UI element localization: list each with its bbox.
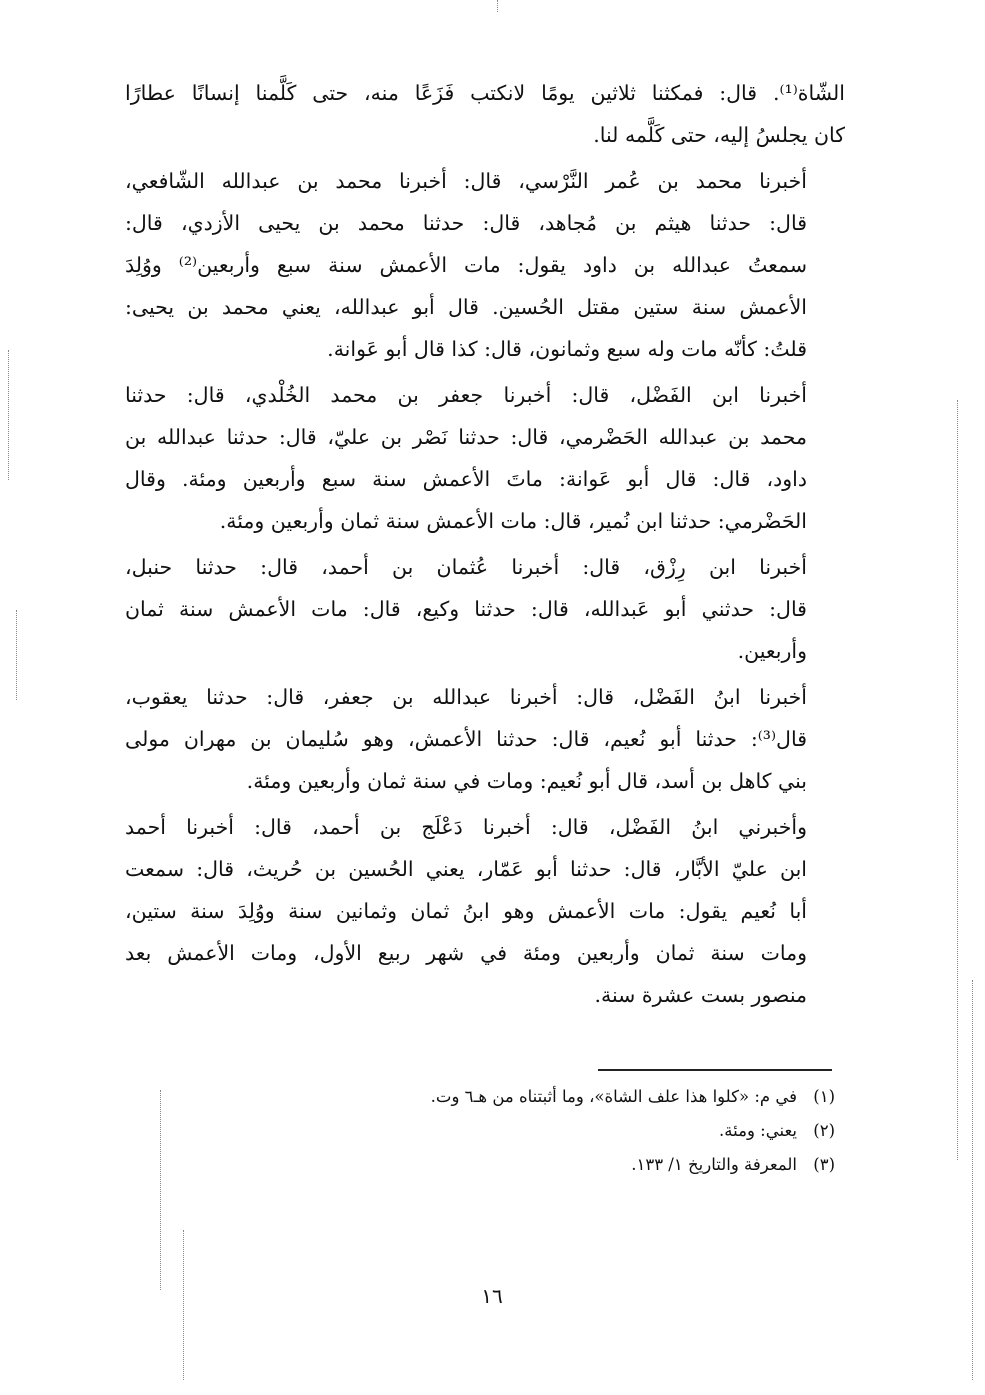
main-text — [125, 72, 845, 1020]
footnote-text: المعرفة والتاريخ ١/ ١٣٣. — [631, 1155, 797, 1174]
text-line: قال: حدثني أبو عَبدالله، قال: حدثنا وكيع، قال: مات الأعمش سنة ثمان — [125, 597, 807, 621]
text-line: قال⁽³⁾: حدثنا أبو نُعيم، قال: حدثنا الأعمش، وهو سُليمان بن مهران مولى — [125, 727, 807, 751]
paragraph-4 — [125, 546, 845, 672]
footnote-number: (٢) — [813, 1121, 835, 1140]
text-line: أخبرنا محمد بن عُمر النَّرْسي، قال: أخبرنا محمد بن عبدالله الشّافعي، — [125, 169, 807, 193]
footnotes — [300, 1080, 835, 1182]
scan-artifact — [16, 610, 17, 700]
footnote-1 — [300, 1080, 835, 1114]
text-line: سمعتُ عبدالله بن داود يقول: مات الأعمش سنة سبع وأربعين⁽²⁾ ووُلِدَ — [125, 253, 807, 277]
scan-artifact — [183, 1230, 184, 1380]
page-number: ١٦ — [481, 1284, 503, 1308]
paragraph-6 — [125, 806, 845, 1016]
footnote-text: يعني: ومئة. — [719, 1121, 797, 1140]
text-line: قال: حدثنا هيثم بن مُجاهد، قال: حدثنا محمد بن يحيى الأزدي، قال: — [125, 211, 807, 235]
paragraph-3 — [125, 374, 845, 542]
text-line: أخبرنا ابن رِزْق، قال: أخبرنا عُثمان بن أحمد، قال: حدثنا حنبل، — [125, 555, 807, 579]
paragraph-2 — [125, 160, 845, 370]
text-line: وأخبرني ابنُ الفَضْل، قال: أخبرنا دَعْلَج بن أحمد، قال: أخبرنا أحمد — [125, 815, 807, 839]
text-line: أخبرنا ابنُ الفَضْل، قال: أخبرنا عبدالله بن جعفر، قال: حدثنا يعقوب، — [125, 685, 807, 709]
text-line: ابن عليّ الأبَّار، قال: حدثنا أبو عَمّار، يعني الحُسين بن حُريث، قال: سمعت — [125, 857, 807, 881]
footnote-3 — [300, 1148, 835, 1182]
text-line: بني كاهل بن أسد، قال أبو نُعيم: ومات في سنة ثمان وأربعين ومئة. — [246, 769, 807, 793]
text-line: أخبرنا ابن الفَضْل، قال: أخبرنا جعفر بن محمد الخُلْدي، قال: حدثنا — [125, 383, 807, 407]
scan-artifact — [8, 350, 9, 480]
text-line: محمد بن عبدالله الحَضْرمي، قال: حدثنا نَصْر بن عليّ، قال: حدثنا عبدالله بن — [125, 425, 807, 449]
scan-artifact — [497, 0, 498, 12]
scan-artifact — [972, 980, 973, 1380]
text-line: منصور بست عشرة سنة. — [594, 983, 807, 1007]
footnote-number: (٣) — [813, 1155, 835, 1174]
paragraph-1 — [125, 72, 845, 156]
text-line: قلتُ: كأنّه مات وله سبع وثمانون، قال: كذا قال أبو عَوانة. — [327, 337, 807, 361]
scan-artifact — [957, 400, 958, 1160]
text-line: وأربعين. — [737, 639, 807, 663]
footnote-number: (١) — [813, 1087, 835, 1106]
text-line: أبا نُعيم يقول: مات الأعمش وهو ابنُ ثمان وثمانين سنة ووُلِدَ سنة ستين، — [125, 899, 807, 923]
text-line: الأعمش سنة ستين مقتل الحُسين. قال أبو عبدالله، يعني محمد بن يحيى: — [125, 295, 807, 319]
text-line: كان يجلسُ إليه، حتى كَلَّمه لنا. — [593, 123, 845, 147]
footnote-separator — [598, 1069, 832, 1071]
footnote-text: في م: «كلوا هذا علف الشاة»، وما أثبتناه من هـ٦ وت. — [430, 1087, 797, 1106]
footnote-2 — [300, 1114, 835, 1148]
text-line: داود، قال: قال أبو عَوانة: ماتَ الأعمش سنة سبع وأربعين ومئة. وقال — [125, 467, 807, 491]
paragraph-5 — [125, 676, 845, 802]
scan-artifact — [160, 1090, 161, 1290]
text-line: الحَضْرمي: حدثنا ابن نُمير، قال: مات الأعمش سنة ثمان وأربعين ومئة. — [219, 509, 807, 533]
text-line: ومات سنة ثمان وأربعين ومئة في شهر ربيع الأول، ومات الأعمش بعد — [125, 941, 807, 965]
text-line: الشّاة⁽¹⁾. قال: فمكثنا ثلاثين يومًا لانكتب فَزَعًا منه، حتى كَلَّمنا إنسانًا عطارًا — [125, 81, 845, 105]
